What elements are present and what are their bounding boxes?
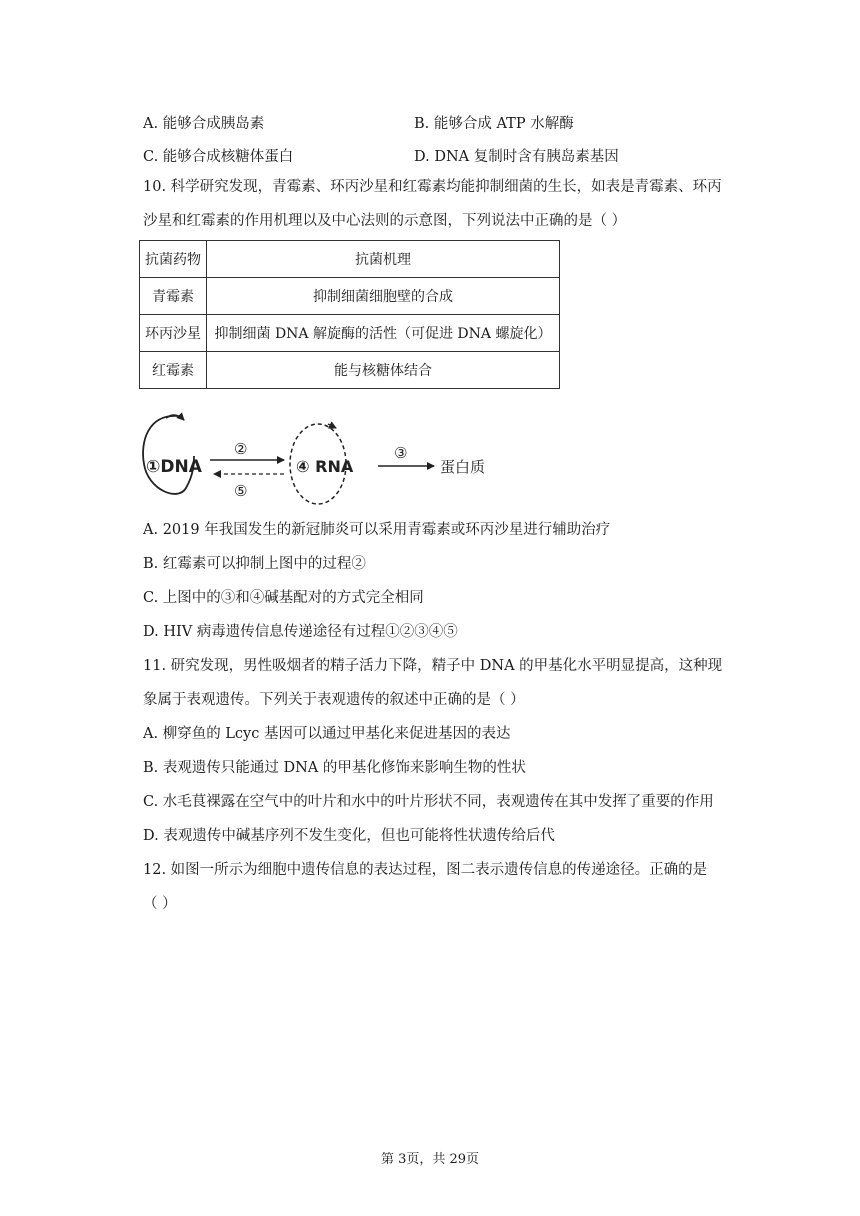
replication-loop: [143, 416, 194, 494]
q11-option-a: A. 柳穿鱼的 Lcyc 基因可以通过甲基化来促进基因的表达: [143, 726, 511, 742]
table-header-mechanism: 抗菌机理: [207, 241, 560, 278]
table-header-drug: 抗菌药物: [140, 241, 207, 278]
q12-stem-line-1: 12. 如图一所示为细胞中遗传信息的表达过程，图二表示遗传信息的传递途径。正确的是: [143, 862, 708, 878]
page-footer: 第 3页，共 29页: [380, 1152, 480, 1167]
q9-option-b: B. 能够合成 ATP 水解酶: [414, 116, 574, 132]
q12-stem-line-2: （ ）: [143, 896, 177, 912]
q11-option-b: B. 表观遗传只能通过 DNA 的甲基化修饰来影响生物的性状: [143, 760, 526, 776]
q9-option-c: C. 能够合成核糖体蛋白: [143, 149, 294, 165]
table-row: [140, 278, 560, 315]
q9-option-a: A. 能够合成胰岛素: [143, 116, 265, 132]
table-cell-drug: 环丙沙星: [140, 315, 207, 352]
q10-option-c: C. 上图中的③和④碱基配对的方式完全相同: [143, 590, 424, 606]
table-row: [140, 352, 560, 389]
dna-label: ①DNA: [146, 457, 202, 477]
table-row: [140, 315, 560, 352]
q10-stem-line-2: 沙星和红霉素的作用机理以及中心法则的示意图，下列说法中正确的是（ ）: [143, 213, 627, 229]
q10-option-b: B. 红霉素可以抑制上图中的过程②: [143, 556, 366, 572]
table-cell-mechanism: 能与核糖体结合: [207, 352, 560, 389]
q11-option-d: D. 表观遗传中碱基序列不发生变化，但也可能将性状遗传给后代: [143, 828, 555, 844]
arrow-2-label: ②: [234, 440, 248, 458]
q9-options-row-1: [143, 112, 763, 134]
q10-stem-line-1: 10. 科学研究发现，青霉素、环丙沙星和红霉素均能抑制细菌的生长，如表是青霉素、环丙: [143, 179, 722, 195]
q9-options-row-2: [143, 145, 763, 167]
rna-label: ④ RNA: [296, 457, 354, 476]
table-cell-drug: 青霉素: [140, 278, 207, 315]
q10-option-a: A. 2019 年我国发生的新冠肺炎可以采用青霉素或环丙沙星进行辅助治疗: [143, 522, 611, 538]
table-header-row: [140, 241, 560, 278]
central-dogma-diagram: [138, 412, 508, 506]
q10-option-d: D. HIV 病毒遗传信息传递途径有过程①②③④⑤: [143, 624, 458, 640]
arrow-5-label: ⑤: [234, 482, 248, 500]
q11-stem-line-1: 11. 研究发现，男性吸烟者的精子活力下降，精子中 DNA 的甲基化水平明显提高，这种现: [143, 658, 723, 674]
replication-arrowhead: [166, 415, 184, 420]
q11-stem-line-2: 象属于表观遗传。下列关于表观遗传的叙述中正确的是（ ）: [143, 692, 525, 708]
table-cell-mechanism: 抑制细菌 DNA 解旋酶的活性（可促进 DNA 螺旋化）: [207, 315, 560, 352]
table-cell-drug: 红霉素: [140, 352, 207, 389]
protein-label: 蛋白质: [440, 458, 486, 476]
table-cell-mechanism: 抑制细菌细胞壁的合成: [207, 278, 560, 315]
q11-option-c: C. 水毛茛裸露在空气中的叶片和水中的叶片形状不同，表观遗传在其中发挥了重要的作用: [143, 794, 714, 810]
antibiotic-mechanism-table: [139, 240, 560, 389]
arrow-3-label: ③: [394, 444, 408, 462]
rna-loop-arrowhead: [328, 424, 336, 428]
q9-option-d: D. DNA 复制时含有胰岛素基因: [414, 149, 619, 165]
